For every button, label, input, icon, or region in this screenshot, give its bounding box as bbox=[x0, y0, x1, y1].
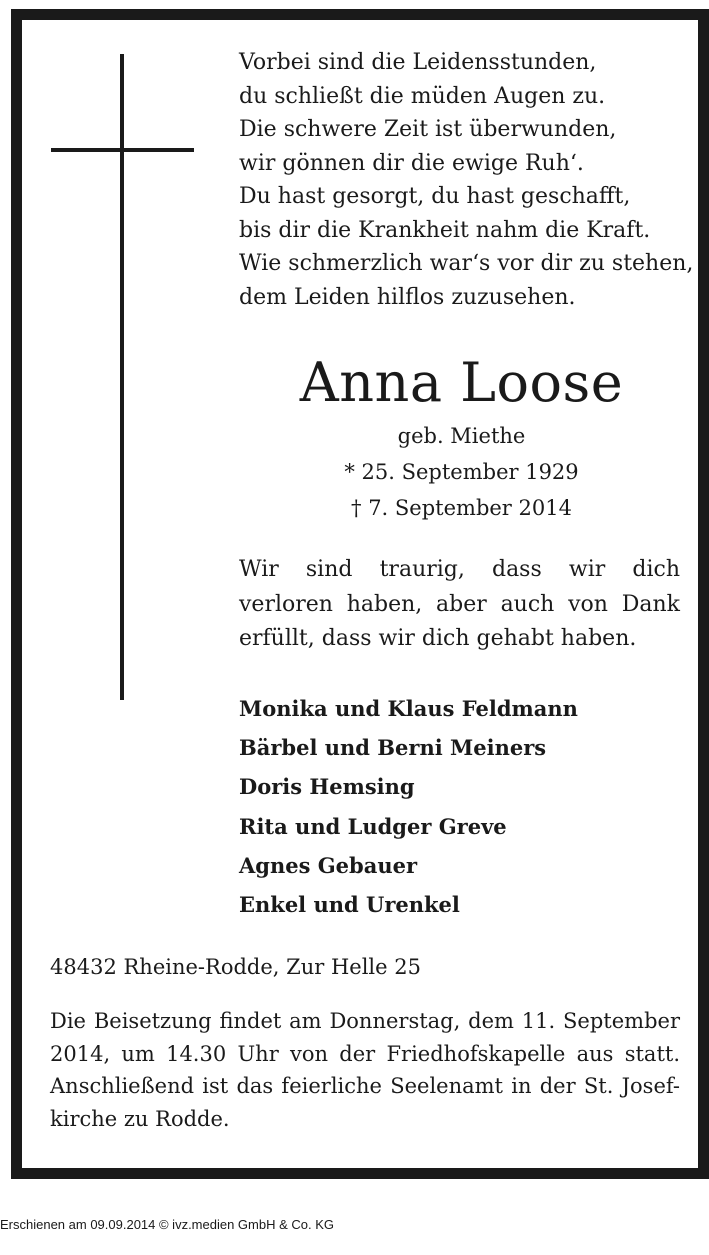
mourner-address: 48432 Rheine-Rodde, Zur Helle 25 bbox=[50, 955, 421, 979]
poem-line: Die schwere Zeit ist überwunden, bbox=[239, 117, 617, 142]
poem-line: Vorbei sind die Leidensstunden, bbox=[239, 50, 597, 75]
poem-line: wir gönnen dir die ewige Ruh‘. bbox=[239, 150, 584, 176]
funeral-info-line: Die Beisetzung findet am Donnerstag, dem 11. September bbox=[50, 1009, 680, 1033]
poem-line: Wie schmerzlich war‘s vor dir zu stehen, bbox=[239, 251, 694, 276]
poem-line: bis dir die Krankheit nahm die Kraft. bbox=[239, 217, 651, 243]
mourner: Doris Hemsing bbox=[239, 774, 415, 800]
poem-line: dem Leiden hilflos zuzusehen. bbox=[239, 284, 576, 310]
mourner: Agnes Gebauer bbox=[239, 852, 418, 878]
publication-footer: Erschienen am 09.09.2014 © ivz.medien GmbH & Co. KG bbox=[0, 1217, 335, 1232]
mourner: Enkel und Urenkel bbox=[239, 892, 460, 918]
poem-line: du schließt die müden Augen zu. bbox=[239, 83, 606, 109]
funeral-info bbox=[50, 1005, 680, 1135]
mourner: Monika und Klaus Feldmann bbox=[239, 696, 578, 721]
mourners-list bbox=[239, 689, 684, 924]
mourner: Rita und Ludger Greve bbox=[239, 813, 507, 839]
death-date: † 7. September 2014 bbox=[351, 496, 572, 520]
obituary-notice bbox=[11, 9, 709, 1179]
funeral-info-line: 2014, um 14.30 Uhr von der Friedhofskapelle aus statt. bbox=[50, 1041, 680, 1066]
closing-text: Wir sind traurig, dass wir dich verloren haben, aber auch von Dank erfüllt, dass wir dich gehabt haben. bbox=[239, 557, 680, 651]
mourner: Bärbel und Berni Meiners bbox=[239, 735, 547, 761]
birth-date: * 25. September 1929 bbox=[344, 460, 579, 484]
cross-icon-beam bbox=[51, 148, 194, 152]
funeral-info-line: Anschließend ist das feierliche Seelenamt in der St. Josef- bbox=[50, 1074, 680, 1098]
poem-line: Du hast gesorgt, du hast geschafft, bbox=[239, 184, 631, 209]
deceased-name: Anna Loose bbox=[299, 351, 624, 414]
poem bbox=[239, 46, 694, 314]
maiden-name: geb. Miethe bbox=[397, 424, 526, 448]
deceased-block bbox=[239, 348, 684, 526]
funeral-info-line: kirche zu Rodde. bbox=[50, 1106, 230, 1131]
